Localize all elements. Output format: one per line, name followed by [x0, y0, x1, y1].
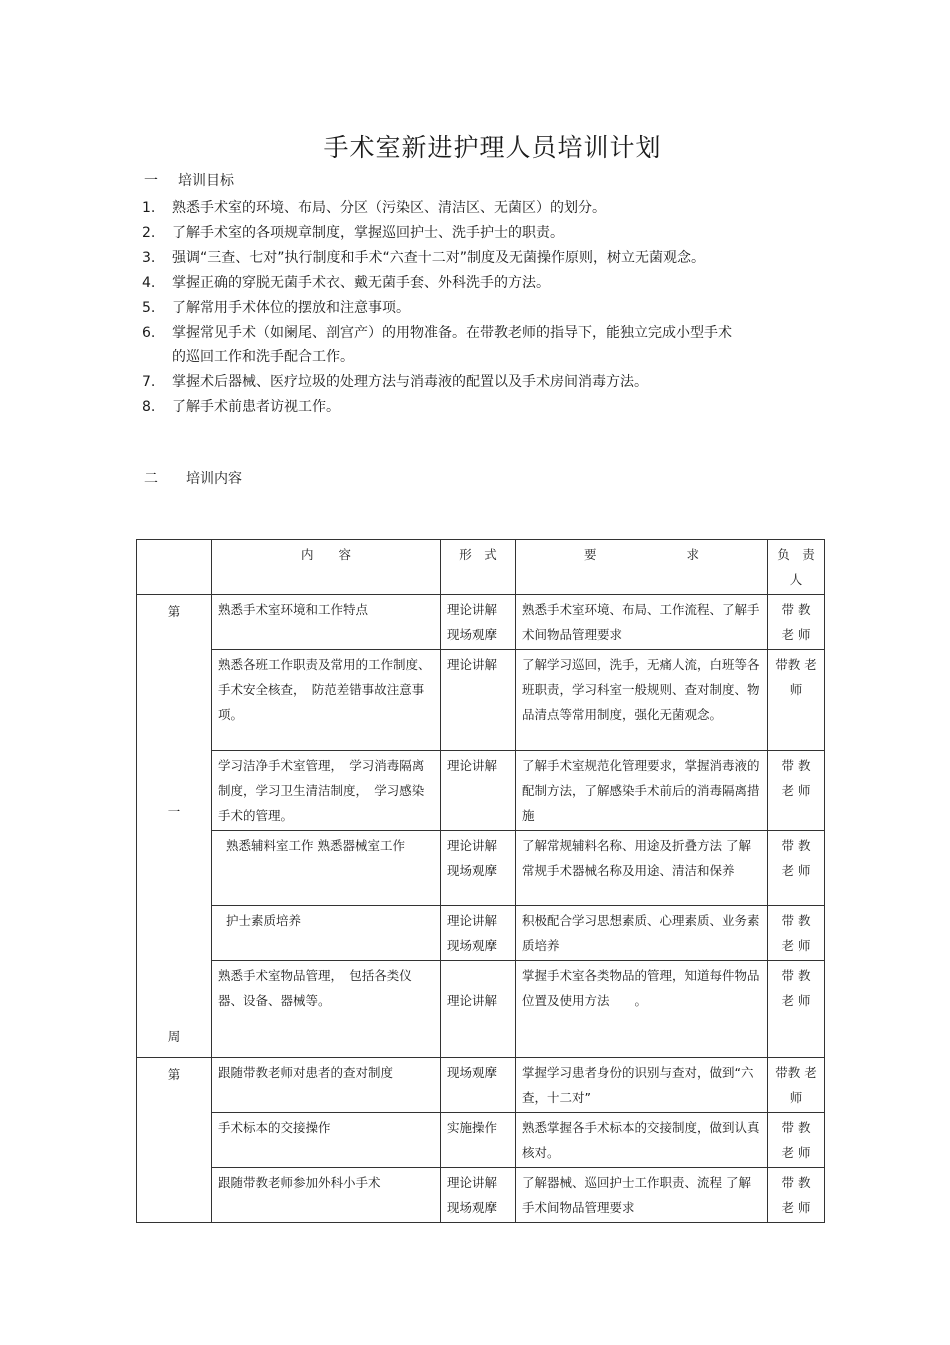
cell-responsible: 带教 老师 [768, 1058, 825, 1113]
cell-form: 理论讲解 [441, 650, 516, 751]
cell-requirement: 掌握手术室各类物品的管理，知道每件物品位置及使用方法 。 [516, 961, 768, 1058]
cell-requirement: 积极配合学习思想素质、心理素质、业务素质培养 [516, 906, 768, 961]
header-responsible: 负 责 人 [768, 540, 825, 595]
training-table [136, 539, 828, 1223]
table-row [137, 1113, 825, 1168]
list-item [142, 321, 742, 369]
table-row [137, 595, 825, 650]
cell-content: 熟悉各班工作职责及常用的工作制度、手术安全核查， 防范差错事故注意事项。 [212, 650, 441, 751]
cell-requirement: 了解器械、巡回护士工作职责、流程 了解手术间物品管理要求 [516, 1168, 768, 1223]
table-row [137, 906, 825, 961]
page-title: 手术室新进护理人员培训计划 [323, 133, 662, 162]
list-item [142, 196, 742, 220]
list-text: 了解常用手术体位的摆放和注意事项。 [172, 300, 410, 316]
cell-form: 理论讲解 现场观摩 [441, 1168, 516, 1223]
cell-requirement: 了解手术室规范化管理要求，掌握消毒液的配制方法，了解感染手术前后的消毒隔离措施 [516, 751, 768, 831]
cell-form: 理论讲解 [441, 961, 516, 1058]
list-text: 掌握术后器械、医疗垃圾的处理方法与消毒液的配置以及手术房间消毒方法。 [172, 374, 648, 390]
list-text: 强调“三查、七对”执行制度和手术“六查十二对”制度及无菌操作原则，树立无菌观念。 [172, 250, 706, 266]
cell-form: 理论讲解 [441, 751, 516, 831]
cell-content: 跟随带教老师参加外科小手术 [212, 1168, 441, 1223]
cell-form: 实施操作 [441, 1113, 516, 1168]
week-label: 周 [167, 1029, 181, 1044]
list-text: 掌握正确的穿脱无菌手术衣、戴无菌手套、外科洗手的方法。 [172, 275, 550, 291]
week-1-cell [137, 595, 212, 1058]
table-row [137, 650, 825, 751]
section-number: 一 [144, 173, 158, 189]
table-header-row [137, 540, 825, 595]
cell-content: 跟随带教老师对患者的查对制度 [212, 1058, 441, 1113]
cell-content: 熟悉手术室环境和工作特点 [212, 595, 441, 650]
list-index: 1. [142, 200, 156, 216]
section-number: 二 [144, 471, 158, 487]
cell-form: 理论讲解 现场观摩 [441, 831, 516, 906]
list-text: 熟悉手术室的环境、布局、分区（污染区、清洁区、无菌区）的划分。 [172, 200, 606, 216]
cell-content: 熟悉辅料室工作 熟悉器械室工作 [212, 831, 441, 906]
section-heading-content [144, 468, 242, 488]
cell-form: 理论讲解 现场观摩 [441, 595, 516, 650]
list-item [142, 395, 742, 419]
cell-content: 学习洁净手术室管理， 学习消毒隔离制度，学习卫生清洁制度， 学习感染手术的管理。 [212, 751, 441, 831]
cell-content: 熟悉手术室物品管理， 包括各类仪器、设备、器械等。 [212, 961, 441, 1058]
list-text: 了解手术室的各项规章制度，掌握巡回护士、洗手护士的职责。 [172, 225, 564, 241]
header-req-part: 要 [583, 547, 597, 562]
cell-responsible: 带 教 老 师 [768, 1113, 825, 1168]
list-item [142, 296, 742, 320]
cell-content: 护士素质培养 [212, 906, 441, 961]
section-label: 培训内容 [186, 471, 242, 487]
list-item [142, 221, 742, 245]
week-label: 一 [167, 804, 181, 819]
header-form: 形 式 [441, 540, 516, 595]
cell-requirement: 了解学习巡回，洗手，无痛人流，白班等各班职责，学习科室一般规则、查对制度、物品清点等常用制度，强化无菌观念。 [516, 650, 768, 751]
header-requirement [516, 540, 768, 595]
cell-responsible: 带 教 老 师 [768, 831, 825, 906]
list-item [142, 370, 742, 394]
list-item [142, 271, 742, 295]
list-index: 5. [142, 300, 156, 316]
cell-requirement: 了解常规辅料名称、用途及折叠方法 了解常规手术器械名称及用途、清洁和保养 [516, 831, 768, 906]
table-row [137, 751, 825, 831]
list-item [142, 246, 742, 270]
table-row [137, 1168, 825, 1223]
goals-list [142, 196, 742, 420]
cell-content: 手术标本的交接操作 [212, 1113, 441, 1168]
list-index: 4. [142, 275, 156, 291]
list-index: 3. [142, 250, 156, 266]
section-label: 培训目标 [178, 173, 234, 189]
header-content: 内 容 [212, 540, 441, 595]
list-index: 2. [142, 225, 156, 241]
week-label: 第 [167, 1067, 181, 1082]
list-index: 6. [142, 325, 156, 341]
table-row [137, 1058, 825, 1113]
week-2-cell [137, 1058, 212, 1223]
cell-responsible: 带 教 老 师 [768, 751, 825, 831]
list-text: 掌握常见手术（如阑尾、剖宫产）的用物准备。在带教老师的指导下，能独立完成小型手术的巡回工作和洗手配合工作。 [172, 325, 732, 365]
cell-responsible: 带 教 老 师 [768, 961, 825, 1058]
list-index: 8. [142, 399, 156, 415]
table-row [137, 831, 825, 906]
cell-requirement: 掌握学习患者身份的识别与查对，做到“六查，十二对” [516, 1058, 768, 1113]
table-row [137, 961, 825, 1058]
header-week [137, 540, 212, 595]
header-req-part: 求 [686, 547, 700, 562]
list-text: 了解手术前患者访视工作。 [172, 399, 340, 415]
cell-responsible: 带教 老师 [768, 650, 825, 751]
cell-responsible: 带 教 老 师 [768, 1168, 825, 1223]
cell-form: 现场观摩 [441, 1058, 516, 1113]
cell-requirement: 熟悉掌握各手术标本的交接制度，做到认真核对。 [516, 1113, 768, 1168]
section-heading-goals [144, 170, 234, 190]
cell-responsible: 带 教 老 师 [768, 906, 825, 961]
cell-form: 理论讲解 现场观摩 [441, 906, 516, 961]
cell-responsible: 带 教 老 师 [768, 595, 825, 650]
week-label: 第 [167, 604, 181, 619]
list-index: 7. [142, 374, 156, 390]
cell-requirement: 熟悉手术室环境、布局、工作流程、了解手术间物品管理要求 [516, 595, 768, 650]
